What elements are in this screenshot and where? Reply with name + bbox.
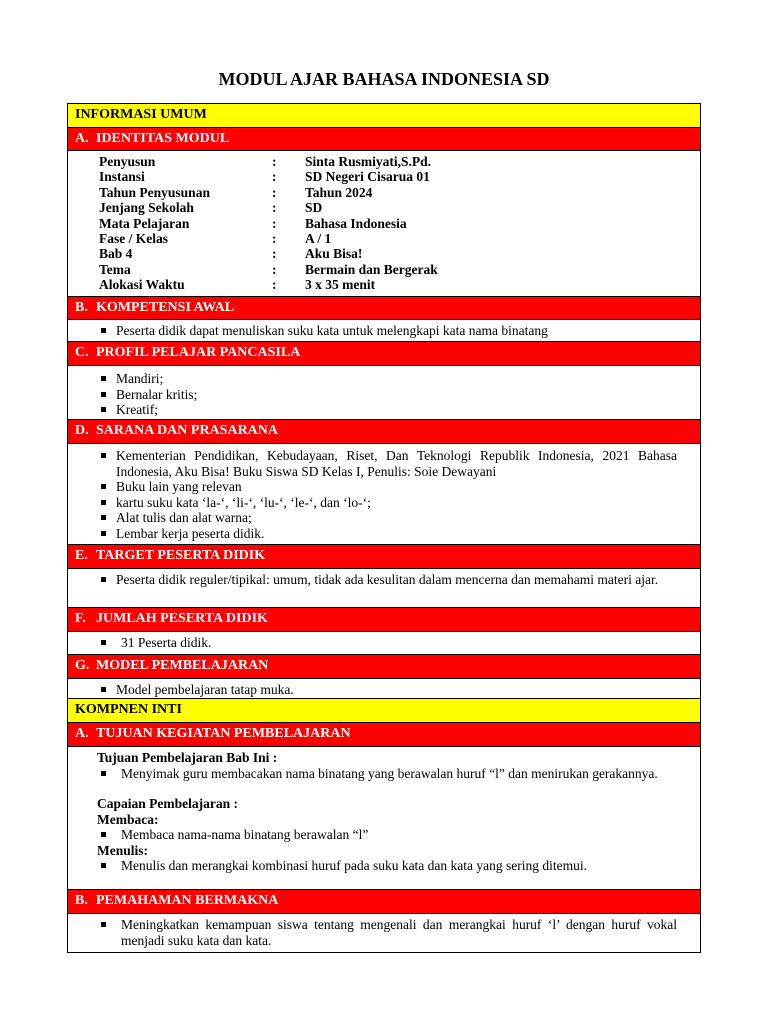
identitas-label: Mata Pelajaran (99, 215, 190, 231)
identitas-modul-heading (68, 128, 700, 151)
identitas-label: Tema (99, 261, 131, 277)
identitas-label: Fase / Kelas (99, 230, 168, 246)
menulis-label: Menulis: (97, 842, 149, 858)
section-title: PEMAHAMAN BERMAKNA (96, 893, 279, 908)
identitas-value: Bermain dan Bergerak (305, 261, 438, 277)
informasi-umum-table (67, 103, 701, 300)
target-peserta-content (68, 569, 700, 608)
section-title: IDENTITAS MODUL (96, 131, 230, 146)
identitas-modul-list (68, 151, 700, 299)
pemahaman-bermakna-content (68, 914, 700, 948)
identitas-label: Alokasi Waktu (99, 277, 185, 293)
identitas-value: Bahasa Indonesia (305, 215, 407, 231)
komponen-inti-table (67, 698, 701, 953)
section-letter: D. (75, 423, 89, 438)
identitas-value: Sinta Rusmiyati,S.Pd. (305, 154, 432, 169)
list-item: Mandiri; (68, 371, 700, 387)
list-item: Peserta didik dapat menuliskan suku kata untuk melengkapi kata nama binatang (68, 323, 700, 339)
identitas-row (68, 216, 700, 231)
membaca-label: Membaca: (97, 811, 159, 827)
identitas-row (68, 246, 700, 261)
colon: : (272, 200, 277, 216)
colon: : (272, 215, 277, 231)
colon: : (272, 261, 277, 277)
list-item: Lembar kerja peserta didik. (68, 526, 677, 542)
colon: : (272, 230, 277, 246)
section-letter: A. (75, 131, 89, 146)
identitas-value: 3 x 35 menit (305, 277, 376, 293)
section-letter: F. (75, 611, 86, 626)
informasi-umum-heading: INFORMASI UMUM (68, 104, 700, 128)
spacer (68, 781, 667, 796)
section-title: TARGET PESERTA DIDIK (96, 548, 266, 563)
section-letter: E. (75, 548, 88, 563)
list-item: Kreatif; (68, 402, 700, 418)
target-peserta-heading (68, 545, 700, 569)
colon: : (272, 169, 277, 185)
list-item: kartu suku kata ‘la-‘, ‘li-‘, ‘lu-‘, ‘le-‘, dan ‘lo-‘; (68, 495, 677, 511)
list-item: 31 Peserta didik. (68, 635, 700, 651)
sarana-prasarana-heading (68, 420, 700, 444)
identitas-label: Instansi (99, 169, 145, 185)
identitas-row (68, 231, 700, 246)
tujuan-kegiatan-content (68, 747, 700, 890)
list-item: Bernalar kritis; (68, 387, 700, 403)
section-letter: C. (75, 345, 89, 360)
list-item: Buku lain yang relevan (68, 479, 677, 495)
list-item: Kementerian Pendidikan, Kebudayaan, Riset, Dan Teknologi Republik Indonesia, 2021 Bahasa Indonesia, Aku Bisa! Buku Siswa SD Kelas I, Penulis: Soie Dewayani (68, 448, 677, 479)
identitas-row (68, 277, 700, 292)
identitas-row (68, 154, 700, 169)
section-letter: B. (75, 300, 88, 315)
section-title: MODEL PEMBELAJARAN (96, 658, 269, 673)
identitas-label: Penyusun (99, 154, 156, 169)
profil-pelajar-heading (68, 342, 700, 366)
section-letter: A. (75, 726, 89, 741)
section-title: KOMPETENSI AWAL (96, 300, 235, 315)
identitas-row (68, 200, 700, 215)
jumlah-peserta-heading (68, 608, 700, 632)
list-item: Menyimak guru membacakan nama binatang yang berawalan huruf “l” dan menirukan gerakannya. (68, 766, 667, 782)
kompetensi-awal-content (68, 320, 700, 342)
list-item: Membaca nama-nama binatang berawalan “l” (68, 827, 667, 843)
identitas-label: Jenjang Sekolah (99, 200, 194, 216)
model-pembelajaran-heading (68, 655, 700, 679)
identitas-value: A / 1 (305, 230, 332, 246)
identitas-row (68, 262, 700, 277)
section-title: TUJUAN KEGIATAN PEMBELAJARAN (96, 726, 351, 741)
section-title: PROFIL PELAJAR PANCASILA (96, 345, 301, 360)
identitas-row (68, 185, 700, 200)
identitas-value: Tahun 2024 (305, 184, 373, 200)
jumlah-peserta-content (68, 632, 700, 655)
list-item: Alat tulis dan alat warna; (68, 510, 677, 526)
sarana-prasarana-content (68, 444, 700, 545)
list-item: Peserta didik reguler/tipikal: umum, tidak ada kesulitan dalam mencerna dan memahami materi ajar. (68, 572, 677, 588)
colon: : (272, 246, 277, 262)
section-title: JUMLAH PESERTA DIDIK (96, 611, 268, 626)
section-letter: B. (75, 893, 88, 908)
colon: : (272, 184, 277, 200)
document-title: MODUL AJAR BAHASA INDONESIA SD (218, 69, 550, 89)
identitas-label: Bab 4 (99, 246, 133, 262)
identitas-row (68, 169, 700, 184)
komponen-inti-heading: KOMPNEN INTI (68, 699, 700, 723)
colon: : (272, 154, 277, 169)
profil-pelajar-content (68, 366, 700, 420)
identitas-label: Tahun Penyusunan (99, 184, 210, 200)
section-title: SARANA DAN PRASARANA (96, 423, 279, 438)
identitas-value: SD (305, 200, 323, 216)
list-item: Model pembelajaran tatap muka. (68, 682, 700, 698)
identitas-value: SD Negeri Cisarua 01 (305, 169, 430, 185)
list-item: Menulis dan merangkai kombinasi huruf pada suku kata dan kata yang sering ditemui. (68, 858, 667, 874)
list-item: Meningkatkan kemampuan siswa tentang mengenali dan merangkai huruf ‘l’ dengan huruf vokal menjadi suku kata dan kata. (68, 917, 677, 948)
tujuan-label: Tujuan Pembelajaran Bab Ini : (97, 750, 278, 765)
tujuan-kegiatan-heading (68, 723, 700, 747)
identitas-value: Aku Bisa! (305, 246, 363, 262)
colon: : (272, 277, 277, 293)
section-letter: G. (75, 658, 90, 673)
capaian-label: Capaian Pembelajaran : (97, 796, 238, 811)
sections-table (67, 296, 701, 702)
pemahaman-bermakna-heading (68, 890, 700, 914)
kompetensi-awal-heading (68, 297, 700, 320)
